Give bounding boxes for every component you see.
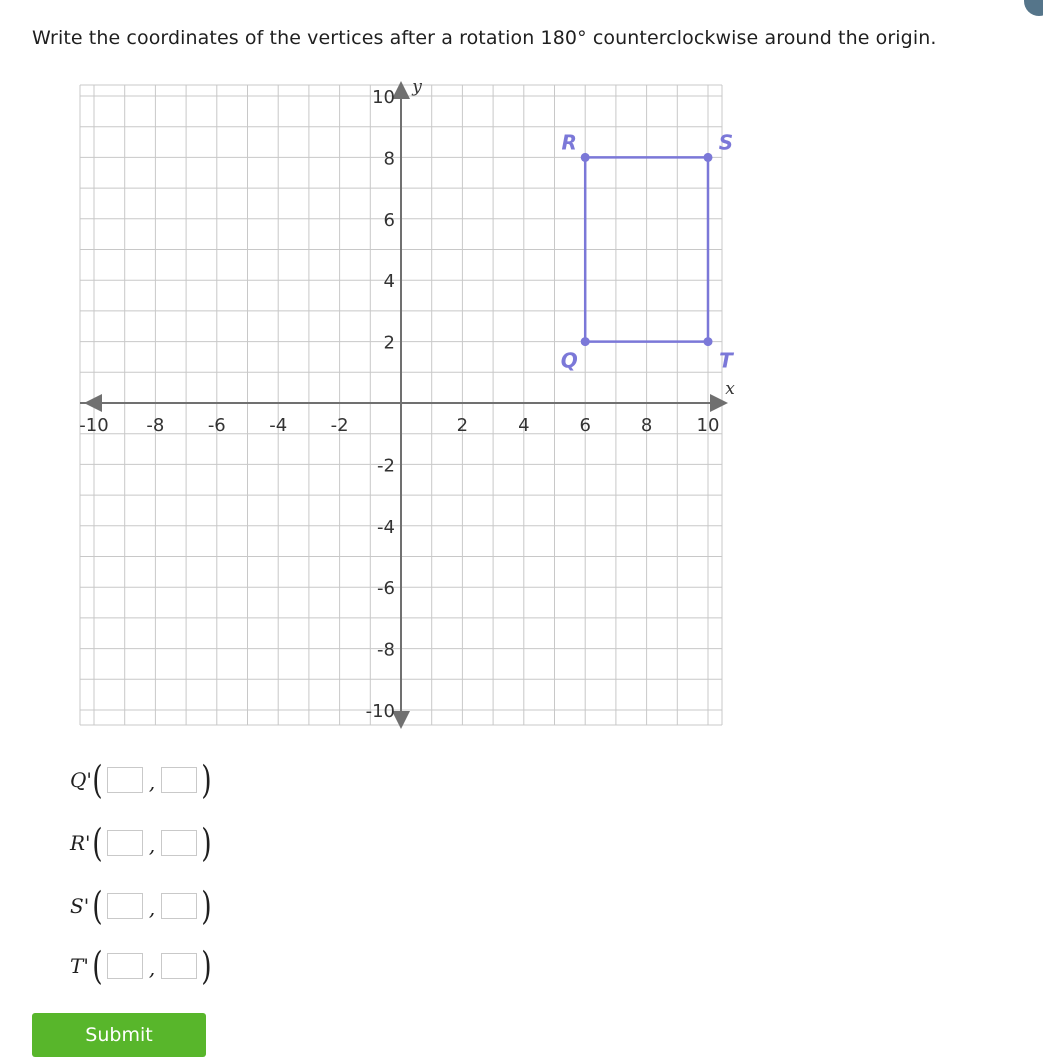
close-paren: ) bbox=[201, 944, 212, 988]
answer-row-t bbox=[70, 944, 214, 988]
question-text: Write the coordinates of the vertices after a rotation 180° counterclockwise around the origin. bbox=[32, 27, 937, 49]
x-tick-label: 6 bbox=[579, 415, 591, 436]
x-tick-label: 8 bbox=[640, 415, 653, 436]
vertex-point-t bbox=[704, 337, 713, 346]
x-tick-label: -6 bbox=[207, 415, 226, 436]
x-tick-label: 10 bbox=[696, 415, 720, 436]
submit-button[interactable]: Submit bbox=[32, 1013, 206, 1057]
y-tick-label: -8 bbox=[377, 639, 395, 661]
vertex-label-q: Q bbox=[560, 348, 578, 373]
open-paren: ( bbox=[92, 884, 103, 928]
s-y-input[interactable] bbox=[161, 893, 197, 919]
vertex-point-s bbox=[704, 153, 713, 162]
y-tick-label: 2 bbox=[383, 332, 395, 354]
comma: , bbox=[148, 896, 156, 920]
open-paren: ( bbox=[92, 758, 103, 802]
y-tick-label: 10 bbox=[372, 87, 395, 108]
comma: , bbox=[148, 770, 156, 794]
y-tick-label: -4 bbox=[377, 516, 395, 538]
x-tick-label: 4 bbox=[518, 415, 530, 436]
y-tick-label: -2 bbox=[377, 455, 395, 477]
x-tick-label: -2 bbox=[330, 415, 349, 436]
vertex-point-q bbox=[581, 337, 590, 346]
s-x-input[interactable] bbox=[107, 893, 143, 919]
t-x-input[interactable] bbox=[107, 953, 143, 979]
answer-row-s bbox=[70, 884, 214, 928]
q-x-input[interactable] bbox=[107, 767, 143, 793]
comma: , bbox=[148, 956, 156, 980]
y-axis-label: y bbox=[412, 77, 422, 97]
answer-row-q bbox=[70, 758, 214, 802]
open-paren: ( bbox=[92, 821, 103, 865]
x-tick-label: -4 bbox=[269, 415, 288, 436]
r-y-input[interactable] bbox=[161, 830, 197, 856]
x-tick-label: 2 bbox=[456, 415, 469, 436]
answer-label-q: Q' bbox=[70, 768, 92, 792]
vertex-point-r bbox=[581, 153, 590, 162]
vertex-label-s: S bbox=[718, 130, 734, 155]
y-tick-label: 8 bbox=[383, 148, 395, 170]
x-axis-arrow-left bbox=[84, 394, 102, 412]
close-paren: ) bbox=[201, 884, 212, 928]
r-x-input[interactable] bbox=[107, 830, 143, 856]
answer-label-r: R' bbox=[70, 831, 91, 855]
x-tick-label: -10 bbox=[79, 415, 109, 436]
comma: , bbox=[148, 833, 156, 857]
t-y-input[interactable] bbox=[161, 953, 197, 979]
answer-label-t: T' bbox=[70, 954, 89, 978]
open-paren: ( bbox=[92, 944, 103, 988]
q-y-input[interactable] bbox=[161, 767, 197, 793]
y-tick-label: -6 bbox=[377, 578, 395, 600]
close-paren: ) bbox=[201, 758, 212, 802]
close-paren: ) bbox=[201, 821, 212, 865]
y-tick-label: -10 bbox=[365, 701, 395, 722]
x-axis-label: x bbox=[725, 379, 735, 399]
vertex-label-r: R bbox=[561, 130, 577, 155]
answer-label-s: S' bbox=[70, 894, 90, 918]
y-tick-label: 6 bbox=[383, 209, 395, 231]
x-tick-label: -8 bbox=[146, 415, 165, 436]
vertex-label-t: T bbox=[719, 348, 733, 373]
answer-row-r bbox=[70, 821, 214, 865]
y-tick-label: 4 bbox=[383, 271, 395, 293]
